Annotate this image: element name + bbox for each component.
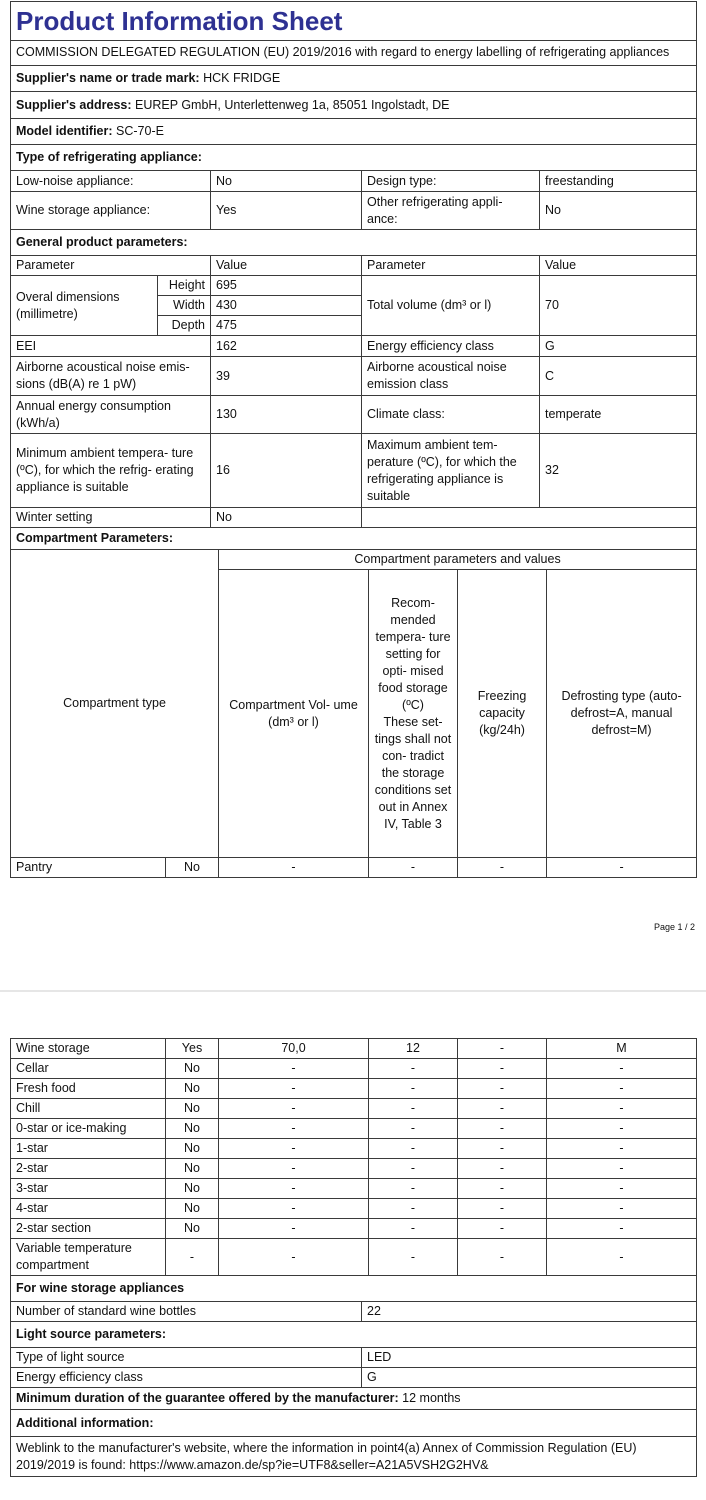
low-noise-label: Low-noise appliance:: [11, 171, 211, 192]
compartment-temp-cell: 12: [369, 1039, 458, 1059]
pantry-defrost: -: [547, 858, 697, 878]
other-appliance-label: Other refrigerating appli- ance:: [362, 192, 540, 230]
table-row: [11, 1119, 697, 1139]
guarantee-row: [11, 1388, 697, 1410]
compartment-rows: [11, 1039, 697, 1239]
compartment-temp-cell: -: [369, 1179, 458, 1199]
table-row: [11, 1099, 697, 1119]
pantry-type: Pantry: [11, 858, 166, 878]
variable-temp: -: [369, 1239, 458, 1276]
climate-class-value: temperate: [540, 396, 697, 434]
depth-value: 475: [211, 316, 362, 336]
depth-label: Depth: [158, 316, 211, 336]
compartment-volume-cell: -: [219, 1119, 369, 1139]
noise-label: Airborne acoustical noise emis- sions (dB(A) re 1 pW): [11, 357, 211, 396]
variable-type: Variable temperature compartment: [11, 1239, 166, 1276]
compartment-defrost-cell: -: [547, 1059, 697, 1079]
compartment-present-cell: No: [166, 1119, 219, 1139]
light-class-label: Energy efficiency class: [11, 1368, 362, 1388]
width-label: Width: [158, 296, 211, 316]
compartment-type-cell: 1-star: [11, 1139, 166, 1159]
wine-bottles-value: 22: [362, 1302, 697, 1322]
light-type-value: LED: [362, 1348, 697, 1368]
min-ambient-value: 16: [211, 434, 362, 508]
compartment-freezing-cell: -: [458, 1179, 547, 1199]
compartment-present-cell: No: [166, 1219, 219, 1239]
total-volume-value: 70: [540, 276, 697, 336]
light-type-label: Type of light source: [11, 1348, 362, 1368]
gp-value2-header: Value: [540, 256, 697, 276]
gp-value-header: Value: [211, 256, 362, 276]
wine-heading: For wine storage appliances: [11, 1276, 697, 1302]
compartment-freezing-cell: -: [458, 1199, 547, 1219]
supplier-address-value: EUREP GmbH, Unterlettenweg 1a, 85051 Ingolstadt, DE: [135, 97, 450, 112]
compartment-defrost-cell: M: [547, 1039, 697, 1059]
guarantee-value: 12 months: [402, 1391, 461, 1405]
winter-label: Winter setting: [11, 508, 211, 528]
table-row: [11, 858, 697, 878]
supplier-name-value: HCK FRIDGE: [203, 71, 281, 85]
eei-label: EEI: [11, 336, 211, 357]
table-row: [11, 1059, 697, 1079]
max-ambient-label: Maximum ambient tem- perature (ºC), for which the refrigerating appliance is suitable: [362, 434, 540, 508]
compartment-freezing-cell: -: [458, 1159, 547, 1179]
compartment-volume-cell: -: [219, 1159, 369, 1179]
compartment-present-cell: No: [166, 1099, 219, 1119]
winter-value: No: [211, 508, 362, 528]
type-heading: Type of refrigerating appliance:: [11, 145, 697, 171]
noise-value: 39: [211, 357, 362, 396]
compartment-type-cell: 2-star: [11, 1159, 166, 1179]
eei-value: 162: [211, 336, 362, 357]
pantry-volume: -: [219, 858, 369, 878]
model-value: SC-70-E: [116, 124, 164, 138]
compartment-temp-cell: -: [369, 1159, 458, 1179]
winter-empty: [362, 508, 697, 528]
compartment-volume-cell: -: [219, 1079, 369, 1099]
compartment-defrost-cell: -: [547, 1159, 697, 1179]
gp-param2-header: Parameter: [362, 256, 540, 276]
model-label: Model identifier:: [16, 124, 113, 138]
guarantee-label: Minimum duration of the guarantee offered by the manufacturer:: [16, 1391, 399, 1405]
page-divider: [0, 990, 706, 992]
compartment-type-cell: Cellar: [11, 1059, 166, 1079]
compartment-freezing-cell: -: [458, 1119, 547, 1139]
compartment-freezing-cell: -: [458, 1139, 547, 1159]
table-row: [11, 1239, 697, 1276]
compartment-freezing-cell: -: [458, 1059, 547, 1079]
compartment-present-cell: No: [166, 1079, 219, 1099]
compartment-type-cell: Wine storage: [11, 1039, 166, 1059]
compartment-type-cell: Fresh food: [11, 1079, 166, 1099]
variable-defrost: -: [547, 1239, 697, 1276]
compartment-defrost-cell: -: [547, 1199, 697, 1219]
compartment-present-cell: No: [166, 1059, 219, 1079]
noise-class-value: C: [540, 357, 697, 396]
compartment-temp-header: [369, 570, 458, 858]
compartment-volume-cell: -: [219, 1139, 369, 1159]
compartment-defrost-cell: -: [547, 1219, 697, 1239]
model-row: [11, 119, 697, 145]
table-row: [11, 1219, 697, 1239]
compartment-temp-cell: -: [369, 1139, 458, 1159]
compartment-temp-text: Recom- mended tempera- ture setting for opti- mised food storage (ºC): [375, 595, 451, 712]
table-row: [11, 1139, 697, 1159]
compartment-present-cell: No: [166, 1139, 219, 1159]
compartment-volume-cell: -: [219, 1099, 369, 1119]
noise-class-label: Airborne acoustical noise emission class: [362, 357, 540, 396]
wine-appliance-value: Yes: [211, 192, 362, 230]
compartment-temp-cell: -: [369, 1079, 458, 1099]
energy-class-value: G: [540, 336, 697, 357]
gp-param-header: Parameter: [11, 256, 211, 276]
compartment-freezing-cell: -: [458, 1099, 547, 1119]
compartment-volume-cell: -: [219, 1059, 369, 1079]
low-noise-value: No: [211, 171, 362, 192]
light-class-value: G: [362, 1368, 697, 1388]
info-table-page-2: [10, 1275, 697, 1477]
compartment-defrost-header: Defrosting type (auto-defrost=A, manual defrost=M): [547, 570, 697, 858]
design-type-label: Design type:: [362, 171, 540, 192]
compartment-type-header: Compartment type: [11, 550, 219, 858]
compartment-table-page-1: [10, 549, 697, 878]
compartment-table-page-2: [10, 1038, 697, 1276]
energy-class-label: Energy efficiency class: [362, 336, 540, 357]
additional-heading: Additional information:: [11, 1410, 697, 1437]
info-table-page-1: [10, 1, 697, 550]
min-ambient-label: Minimum ambient tempera- ture (ºC), for which the refrig- erating appliance is suitable: [11, 434, 211, 508]
compartment-defrost-cell: -: [547, 1139, 697, 1159]
compartment-volume-cell: -: [219, 1179, 369, 1199]
table-row: [11, 1199, 697, 1219]
compartment-present-cell: Yes: [166, 1039, 219, 1059]
compartment-defrost-cell: -: [547, 1179, 697, 1199]
compartment-type-cell: Chill: [11, 1099, 166, 1119]
compartment-temp-cell: -: [369, 1099, 458, 1119]
compartment-freezing-cell: -: [458, 1079, 547, 1099]
compartment-heading: Compartment Parameters:: [11, 528, 697, 550]
regulation-text: COMMISSION DELEGATED REGULATION (EU) 2019/2016 with regard to energy labelling of refrigerating appliances: [11, 41, 697, 66]
supplier-name-label: Supplier's name or trade mark:: [16, 71, 200, 85]
general-heading: General product parameters:: [11, 230, 697, 256]
wine-appliance-label: Wine storage appliance:: [11, 192, 211, 230]
compartment-freezing-cell: -: [458, 1039, 547, 1059]
max-ambient-value: 32: [540, 434, 697, 508]
compartment-defrost-cell: -: [547, 1099, 697, 1119]
table-row: [11, 1039, 697, 1059]
supplier-address-label: Supplier's address:: [16, 97, 132, 112]
compartment-defrost-cell: -: [547, 1079, 697, 1099]
other-appliance-value: No: [540, 192, 697, 230]
compartment-present-cell: No: [166, 1179, 219, 1199]
compartment-defrost-cell: -: [547, 1119, 697, 1139]
page-title: Product Information Sheet: [11, 2, 697, 41]
height-label: Height: [158, 276, 211, 296]
compartment-volume-header: Compartment Vol- ume (dm³ or l): [219, 570, 369, 858]
compartment-temp-note: These set- tings shall not con- tradict the storage conditions set out in Annex IV, Table 3: [374, 714, 452, 831]
supplier-name-row: [11, 66, 697, 92]
compartment-temp-cell: -: [369, 1059, 458, 1079]
compartment-present-cell: No: [166, 1159, 219, 1179]
compartment-temp-cell: -: [369, 1219, 458, 1239]
width-value: 430: [211, 296, 362, 316]
dimensions-label: Overal dimensions (millimetre): [11, 276, 158, 336]
compartment-type-cell: 3-star: [11, 1179, 166, 1199]
compartment-volume-cell: 70,0: [219, 1039, 369, 1059]
compartment-type-cell: 0-star or ice-making: [11, 1119, 166, 1139]
compartment-type-cell: 4-star: [11, 1199, 166, 1219]
compartment-volume-cell: -: [219, 1199, 369, 1219]
design-type-value: freestanding: [540, 171, 697, 192]
page-number: Page 1 / 2: [654, 922, 696, 932]
compartment-temp-cell: -: [369, 1119, 458, 1139]
annual-energy-value: 130: [211, 396, 362, 434]
weblink-text: Weblink to the manufacturer's website, where the information in point4(a) Annex of Commission Regulation (EU) 2019/2019 is found: https://www.amazon.de/sp?ie=UTF8&seller=A21A5VSH2G2HV&: [11, 1437, 697, 1477]
annual-energy-label: Annual energy consumption (kWh/a): [11, 396, 211, 434]
total-volume-label: Total volume (dm³ or l): [362, 276, 540, 336]
compartment-freezing-cell: -: [458, 1219, 547, 1239]
variable-present: -: [166, 1239, 219, 1276]
supplier-address-row: [11, 92, 697, 119]
wine-bottles-label: Number of standard wine bottles: [11, 1302, 362, 1322]
height-value: 695: [211, 276, 362, 296]
compartment-group-header: Compartment parameters and values: [219, 550, 697, 570]
variable-freezing: -: [458, 1239, 547, 1276]
compartment-type-cell: 2-star section: [11, 1219, 166, 1239]
compartment-temp-cell: -: [369, 1199, 458, 1219]
table-row: [11, 1159, 697, 1179]
sheet-page-1: [10, 1, 696, 878]
table-row: [11, 1179, 697, 1199]
pantry-freezing: -: [458, 858, 547, 878]
compartment-volume-cell: -: [219, 1219, 369, 1239]
compartment-freezing-header: Freezing capacity (kg/24h): [458, 570, 547, 858]
light-heading: Light source parameters:: [11, 1322, 697, 1348]
table-row: [11, 1079, 697, 1099]
compartment-present-cell: No: [166, 1199, 219, 1219]
pantry-present: No: [166, 858, 219, 878]
sheet-page-2: [10, 1038, 696, 1477]
climate-class-label: Climate class:: [362, 396, 540, 434]
pantry-temp: -: [369, 858, 458, 878]
variable-volume: -: [219, 1239, 369, 1276]
